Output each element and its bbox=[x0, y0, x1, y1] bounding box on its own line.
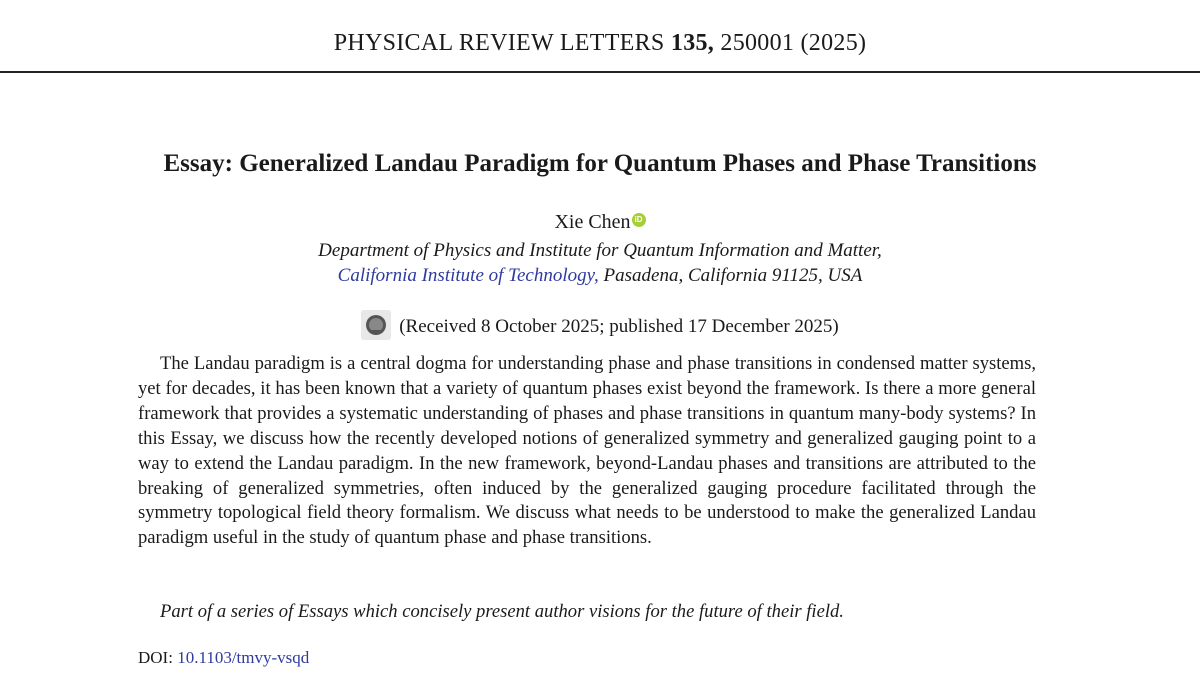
affiliation-department: Department of Physics and Institute for Quantum Information and Matter, bbox=[318, 240, 882, 261]
dates-line bbox=[0, 310, 1200, 340]
doi-link[interactable]: 10.1103/tmvy-vsqd bbox=[177, 648, 310, 667]
article-title: Essay: Generalized Landau Paradigm for Quantum Phases and Phase Transitions bbox=[163, 150, 1037, 177]
affiliation-location: Pasadena, California 91125, USA bbox=[603, 265, 863, 286]
orcid-icon[interactable]: iD bbox=[632, 213, 646, 227]
doi-line bbox=[138, 648, 309, 668]
abstract: The Landau paradigm is a central dogma for understanding phase and phase transitions in condensed matter systems, yet for decades, it has been known that a variety of quantum phases exist beyond the framework. Is there a more general framework that provides a systematic understanding of phases and phase transitions in quantum many-body systems? In this Essay, we discuss how the recently developed notions of generalized symmetry and generalized gauging point to a way to extend the Landau paradigm. In the new framework, beyond-Landau phases and transitions are attributed to the breaking of generalized symmetries, often induced by the generalized gauging procedure facilitated through the symmetry topological field theory formalism. We discuss what needs to be understood to make the generalized Landau paradigm useful in the study of quantum phase and phase transitions. bbox=[138, 353, 1036, 549]
series-note: Part of a series of Essays which concisely present author visions for the future of their field. bbox=[160, 601, 844, 622]
header-rule bbox=[0, 71, 1200, 73]
affiliation-institution-line bbox=[0, 265, 1200, 287]
author-line bbox=[0, 211, 1200, 234]
received-published-dates: (Received 8 October 2025; published 17 December 2025) bbox=[399, 316, 839, 337]
author-name[interactable]: Xie Chen bbox=[554, 211, 631, 233]
crossmark-icon[interactable] bbox=[361, 310, 391, 340]
journal-header bbox=[0, 30, 1200, 57]
doi-label: DOI: bbox=[138, 648, 173, 667]
journal-volume: 135, bbox=[670, 30, 715, 56]
institution-link[interactable]: California Institute of Technology, bbox=[337, 265, 599, 286]
article-number-year: 250001 (2025) bbox=[720, 30, 867, 56]
journal-name: PHYSICAL REVIEW LETTERS bbox=[333, 30, 665, 56]
